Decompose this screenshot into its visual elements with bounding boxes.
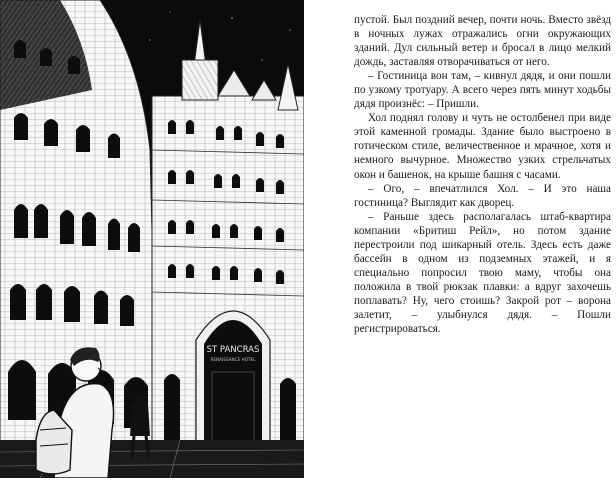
paragraph-2: – Гостиница вон там, – кивнул дядя, и они пошли по узкому тротуару. А всего через пять минут ходьбы дядя произнёс: – Пришли. (354, 70, 611, 111)
hotel-sign: ST PANCRAS (206, 345, 260, 355)
paragraph-3: Хол поднял голову и чуть не остолбенел при виде этой каменной громады. Здание было выстроено в готическом стиле, величественное и мрачное, хотя и немного вычурное. Множество узких стрельчатых окон и башенок, на крыше башня с часами. (354, 112, 611, 181)
text-page (354, 13, 611, 336)
paragraph-5: – Раньше здесь располагалась штаб-квартира компании «Бритиш Рейл», но потом здание перестроили под шикарный отель. Здесь есть даже бассейн в одном из подземных этажей, и я специально попросил твою маму, чтобы она положила в твой рюкзак плавки: а вдруг захочешь поплавать? Ну, чего стоишь? Закрой рот – ворона залетит, – улыбнулся дядя. – Пошли регистрироваться. (354, 210, 611, 336)
illustration-panel (0, 0, 304, 478)
paragraph-4: – Ого, – впечатлился Хол. – И это наша гостиница? Выглядит как дворец. (354, 182, 611, 209)
entrance-doorway (204, 320, 262, 448)
paragraph-1: пустой. Был поздний вечер, почти ночь. Вместо звёзд в ночных лужах отражались огни окружающих зданий. Дул сильный ветер и бросал в лицо мелкий дождь, заставляя отворачиваться от него. (354, 14, 611, 69)
hotel-illustration (0, 0, 304, 478)
hotel-sign-sub: RENAISSANCE HOTEL (210, 357, 256, 362)
